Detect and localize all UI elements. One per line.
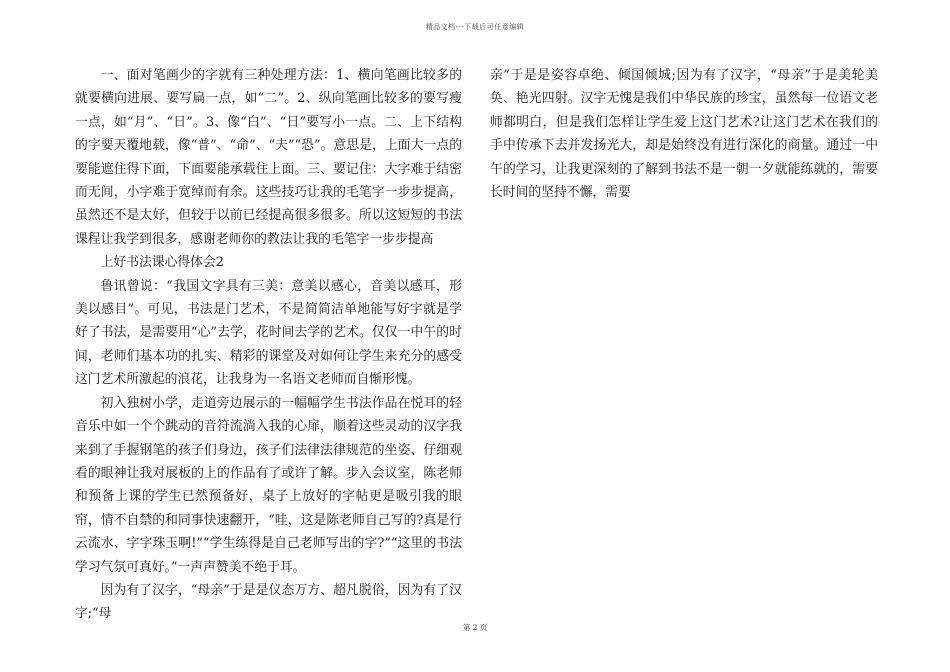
paragraph-hanzi-mother: 因为有了汉字，“母亲”于是是仪态万方、超凡脱俗，因为有了汉字;“母: [75, 582, 462, 622]
paragraph-school-visit: 初入独树小学，走道旁边展示的一幅幅学生书法作品在悦耳的轻音乐中如一个个跳动的音符流淌入我的心扉，顺着这些灵动的汉字我来到了手握钢笔的孩子们身边，孩子们法律法律规范的坐姿、仔细观看的眼神让我对展板的上的作品有了或许了解。步入会议室，陈老师和预备上课的学生已然预备好，桌子上放好的字帖更是吸引我的眼帘，情不自禁的和同事快速翻开，“哇，这是陈老师自己写的?真是行云流水、字字珠玉啊!”“学生练得是自己老师写出的字?”“这里的书法学习气氛可真好。”一声声赞美不绝于耳。: [75, 395, 462, 575]
header-text: 精品文档---下载后可任意编辑: [425, 23, 525, 31]
left-column: [75, 64, 462, 626]
page-header: [0, 22, 950, 32]
paragraph-continuation: 亲”于是是姿容卓绝、倾国倾城;因为有了汉字，“母亲”于是美轮美奂、艳光四射。汉字无愧是我们中华民族的珍宝，虽然每一位语文老师都明白，但是我们怎样让学生爱上这门艺术?让这门艺术在我们的手中传承下去并发扬光大，却是始终没有进行深化的商量。通过一中午的学习，让我更深刻的了解到书法不是一朝一夕就能练就的，需要长时间的坚持不懈，需要: [490, 68, 878, 201]
paragraph-stroke-methods: 一、面对笔画少的字就有三种处理方法：1、横向笔画比较多的就要横向进展、要写扁一点，如“二”。2、纵向笔画比较多的要写瘦一点，如“月”、“日”。3、像“白”、“日”要写小一点。二、上下结构的字要天覆地载，像“普”、“命”、“夫”“恐”。意思是，上面大一点的要能遮住得下面，下面要能承载住上面。三、要记住：大字难于结密而无间，小字难于宽绰而有余。这些技巧让我的毛笔字一步步提高，虽然还不是太好，但较于以前已经提高很多很多。所以这短短的书法课程让我学到很多，感谢老师你的教法让我的毛笔字一步步提高: [75, 68, 462, 247]
page-number: 第 2 页: [462, 623, 488, 632]
section-heading: 上好书法课心得体会2: [100, 255, 224, 271]
page-footer: [0, 622, 950, 633]
right-column: [490, 64, 878, 204]
paragraph-luxun-quote: 鲁讯曾说：“我国文字具有三美：意美以感心，音美以感耳，形美以感目”。可见，书法是门艺术，不是简简洁单地能写好字就是学好了书法，是需要用“心”去学，花时间去学的艺术。仅仅一中午的时间，老师们基本功的扎实、精彩的课堂及对如何让学生来充分的感受这门艺术所激起的浪花，让我身为一名语文老师而自惭形愧。: [75, 278, 462, 388]
